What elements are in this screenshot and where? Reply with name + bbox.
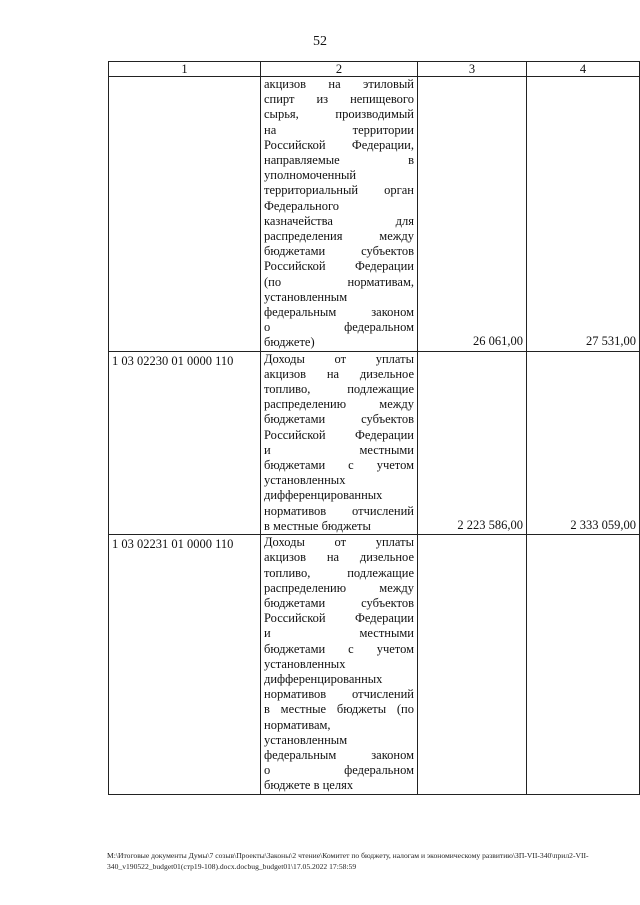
amount-col-3: 26 061,00 <box>418 77 527 352</box>
description-line: сырья, производимый <box>264 107 414 122</box>
description-cell <box>261 77 418 352</box>
description-line: нормативов отчислений <box>264 687 414 702</box>
description-line: в местные бюджеты <box>264 518 371 533</box>
description-cell <box>261 535 418 794</box>
description-line: бюджетами субъектов <box>264 244 414 259</box>
description-line: уполномоченный <box>264 168 357 183</box>
page-number: 52 <box>313 34 327 49</box>
description-line: топливо, подлежащие <box>264 382 414 397</box>
description-line: спирт из непищевого <box>264 92 414 107</box>
description-line: направляемые в <box>264 153 414 168</box>
description-line: бюджетами субъектов <box>264 595 414 610</box>
amount-col-4 <box>527 535 640 794</box>
revenue-table <box>108 61 640 795</box>
description-line: акцизов на дизельное <box>264 366 414 381</box>
amount-col-3: 2 223 586,00 <box>418 351 527 534</box>
description-line: бюджете) <box>264 335 315 350</box>
description-line: Доходы от уплаты <box>264 351 414 366</box>
description-line: бюджете в целях <box>264 778 354 793</box>
description-line: акцизов на дизельное <box>264 550 414 565</box>
description-line: нормативам, <box>264 717 331 732</box>
amount-col-4: 2 333 059,00 <box>527 351 640 534</box>
table-body <box>109 77 640 795</box>
budget-code-cell <box>109 77 261 352</box>
description-line: установленных <box>264 656 346 671</box>
description-line: Доходы от уплаты <box>264 535 414 550</box>
amount-col-4: 27 531,00 <box>527 77 640 352</box>
header-col-1: 1 <box>109 62 261 77</box>
description-line: о федеральном <box>264 763 414 778</box>
budget-code-cell: 1 03 02230 01 0000 110 <box>109 351 261 534</box>
header-col-4: 4 <box>527 62 640 77</box>
description-line: топливо, подлежащие <box>264 565 414 580</box>
description-line: бюджетами субъектов <box>264 412 414 427</box>
description-line: казначейства для <box>264 213 414 228</box>
amount-col-3 <box>418 535 527 794</box>
file-path-footer <box>107 850 617 872</box>
description-line: распределению между <box>264 397 414 412</box>
description-line: о федеральном <box>264 320 414 335</box>
description-line: на территории <box>264 122 414 137</box>
footer-line-1: M:\Итоговые документы Думы\7 созыв\Проекты\Законы\2 чтение\Комитет по бюджету, налогам и экономическому развитию\ЗП-VII-340\прил2-VII- <box>107 851 589 860</box>
description-line: Российской Федерации <box>264 427 414 442</box>
description-line: и местными <box>264 626 414 641</box>
description-line: установленным <box>264 289 348 304</box>
header-col-3: 3 <box>418 62 527 77</box>
table-row <box>109 535 640 794</box>
description-line: в местные бюджеты (по <box>264 702 414 717</box>
description-line: федеральным законом <box>264 305 414 320</box>
footer-line-2: 340_v190522_budget01(стр19-108).docx.docbug_budget01\17.05.2022 17:58:59 <box>107 862 357 871</box>
description-line: (по нормативам, <box>264 274 414 289</box>
description-cell <box>261 351 418 534</box>
table-row <box>109 77 640 352</box>
description-line: Российской Федерации, <box>264 137 414 152</box>
description-line: распределения между <box>264 229 414 244</box>
description-line: нормативов отчислений <box>264 503 414 518</box>
description-line: федеральным законом <box>264 747 414 762</box>
table-row <box>109 351 640 534</box>
description-line: установленным <box>264 732 348 747</box>
description-line: бюджетами с учетом <box>264 641 414 656</box>
table-header-row <box>109 62 640 77</box>
description-line: Российской Федерации <box>264 259 414 274</box>
description-line: акцизов на этиловый <box>264 77 414 91</box>
description-line: Российской Федерации <box>264 611 414 626</box>
description-line: распределению между <box>264 580 414 595</box>
description-line: бюджетами с учетом <box>264 458 414 473</box>
description-line: установленных <box>264 473 346 488</box>
description-line: территориальный орган <box>264 183 414 198</box>
description-line: и местными <box>264 442 414 457</box>
header-col-2: 2 <box>261 62 418 77</box>
description-line: дифференцированных <box>264 671 383 686</box>
budget-code-cell: 1 03 02231 01 0000 110 <box>109 535 261 794</box>
description-line: дифференцированных <box>264 488 383 503</box>
description-line: Федерального <box>264 198 340 213</box>
